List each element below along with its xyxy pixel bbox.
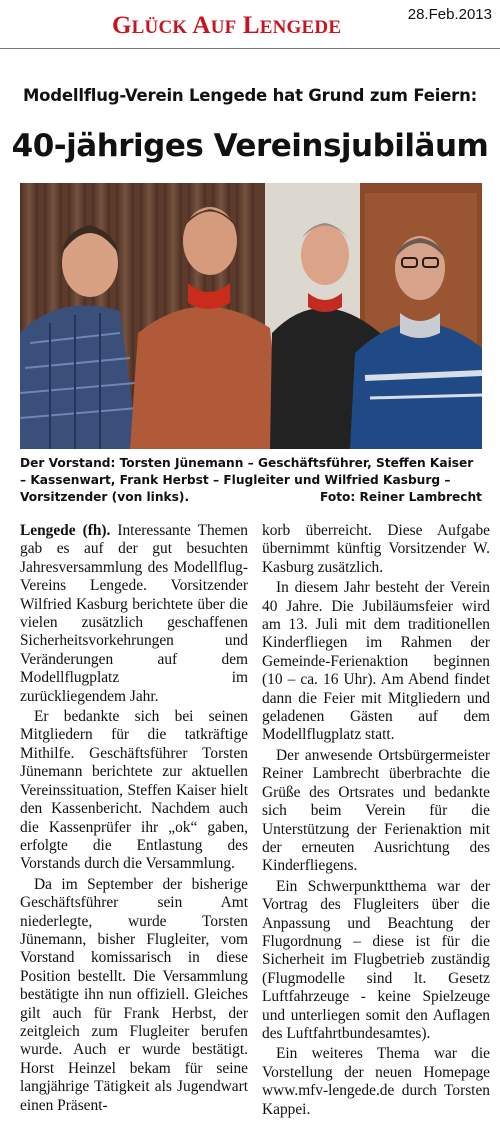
article-headline: 40-jähriges Vereinsjubiläum — [11, 128, 489, 164]
article-paragraph: Der anwesende Ortsbürgermeister Reiner Lambrecht überbrachte die Grüße des Ortsrates und bedankte sich beim Verein für die Unterstützung der Ferienaktion mit der erneuten Ausrichtung des Kinderfliegens. — [262, 746, 490, 875]
caption-text: Der Vorstand: Torsten Jünemann – Geschäftsführer, Steffen Kaiser – Kassenwart, Frank Herbst – Flugleiter und Wilfried Kasburg – Vorsitzender (von links). — [20, 456, 474, 504]
article-paragraph: Da im September der bisherige Geschäftsführer sein Amt niederlegte, wurde Torsten Jünemann, bisher Flugleiter, vom Vorstand komissarisch in diese Position bestellt. Die Versammlung bestätigte ihn nun offiziell. Gleiches gilt auch für Frank Herbst, der zeitgleich zum Flugleiter berufen wurde. Auch er wurde bestätigt. Horst Heinzel bekam für seine langjährige Tätigkeit als Jugendwart einen Präsent- — [20, 875, 248, 1114]
article-paragraph: korb überreicht. Diese Aufgabe übernimmt künftig Vorsitzender W. Kasburg zusätzlich. — [262, 522, 490, 576]
photo-caption — [20, 455, 482, 506]
article-paragraph: Ein weiteres Thema war die Vorstellung der neuen Homepage www.mfv-lengede.de durch Torsten Kappei. — [262, 1045, 490, 1118]
article-kicker: Modellflug-Verein Lengede hat Grund zum Feiern: — [22, 86, 478, 105]
group-photo — [20, 183, 482, 449]
article-paragraph: Lengede (fh). Interessante Themen gab es auf der gut besuchten Jahresversammlung des Modellflug-Vereins Lengede. Vorsitzender Wilfried Kasburg berichtete über die vielen zusätzlich geschaffenen Sicherheitsvorkehrungen und Veränderungen auf dem Modellflugplatz im zurückliegendem Jahr. — [20, 522, 248, 705]
photo-credit: Foto: Reiner Lambrecht — [320, 490, 482, 504]
article-paragraph: In diesem Jahr besteht der Verein 40 Jahre. Die Jubiläumsfeier wird am 13. Juli mit dem traditionellen Kinderfliegen im Rahmen der Gemeinde-Ferienaktion beginnen (10 – ca. 16 Uhr). Am Abend findet dann die Feier mit Mitgliedern und geladenen Gästen auf dem Modellflugplatz statt. — [262, 579, 490, 744]
masthead-divider — [0, 48, 500, 49]
article-dateline: Lengede (fh). — [20, 522, 111, 539]
article-column-left — [20, 522, 248, 1117]
masthead — [0, 0, 500, 50]
issue-date: 28.Feb.2013 — [407, 6, 492, 23]
article-column-right — [262, 522, 490, 1121]
newspaper-name: GLÜCK AUF LENGEDE — [112, 12, 342, 39]
article-paragraph: Ein Schwerpunktthema war der Vortrag des Flugleiters über die Anpassung und Beachtung der Flugordnung – diese ist für die Sicherheit im Flugbetrieb zuständig (Flugmodelle sind lt. Gesetz Luftfahrzeuge - keine Spielzeuge und unterliegen somit den Auflagen des Luftfahrtbundesamtes). — [262, 877, 490, 1042]
article-paragraph: Er bedankte sich bei seinen Mitgliedern für die tatkräftige Mithilfe. Geschäftsführer Torsten Jünemann berichtete zur aktuellen Vereinssituation, Steffen Kaiser hielt den Kassenbericht. Nachdem auch die Kassenprüfer ihr „ok“ gaben, erfolgte die Entlastung des Vorstands durch die Versammlung. — [20, 708, 248, 873]
